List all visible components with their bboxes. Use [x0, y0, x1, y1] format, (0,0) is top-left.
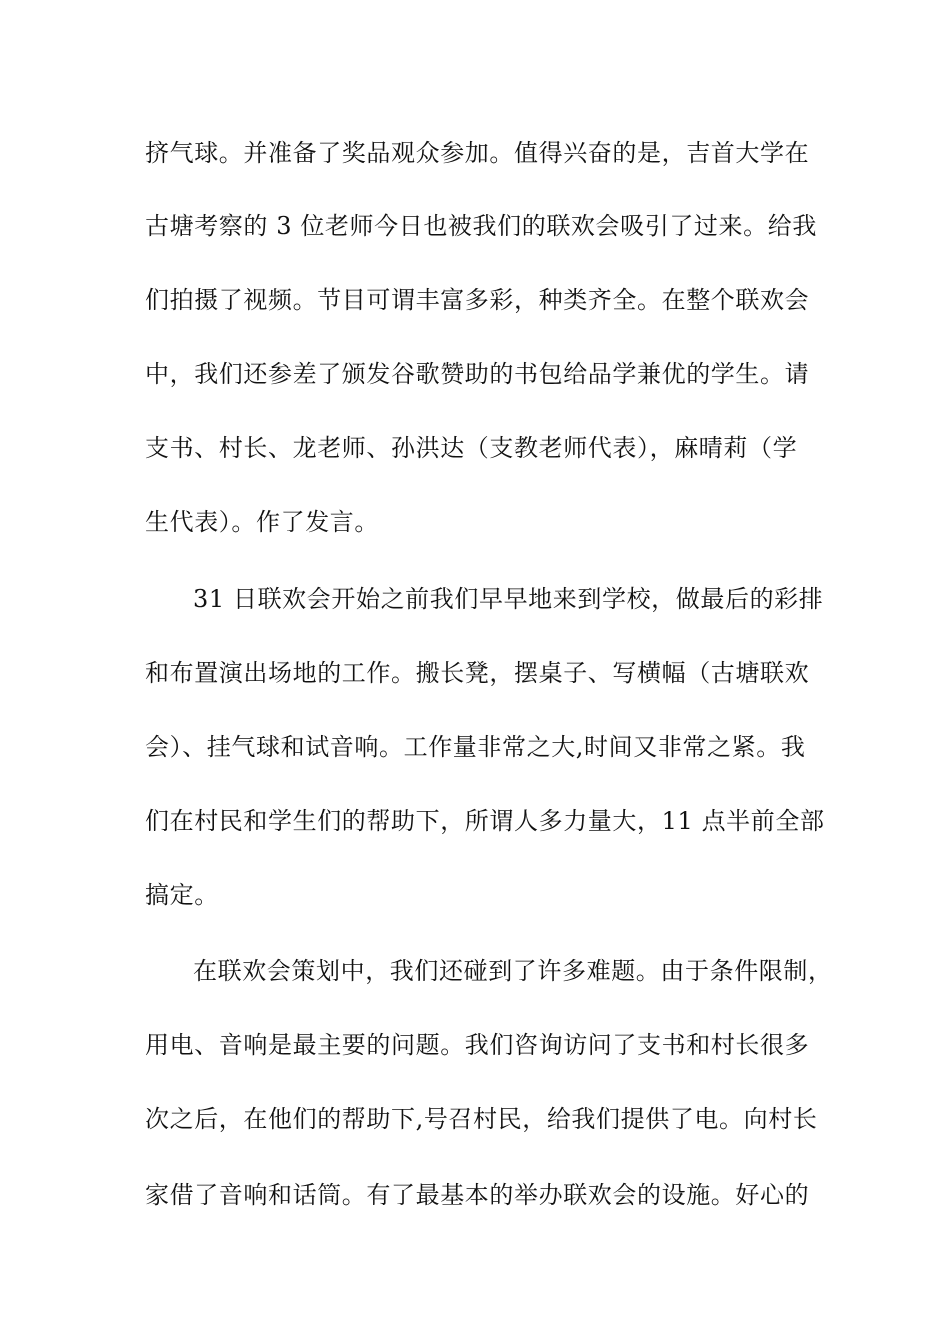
text-line: 次之后，在他们的帮助下,号召村民，给我们提供了电。向村长 — [145, 1105, 818, 1133]
text-line: 生代表）。作了发言。 — [145, 508, 379, 536]
text-line: 中，我们还参差了颁发谷歌赞助的书包给品学兼优的学生。请 — [145, 360, 810, 388]
text-line: 搞定。 — [145, 881, 219, 909]
text-line: 古塘考察的 3 位老师今日也被我们的联欢会吸引了过来。给我 — [145, 212, 817, 240]
paragraph-first-line: 在联欢会策划中，我们还碰到了许多难题。由于条件限制， — [193, 957, 833, 985]
text-line: 用电、音响是最主要的问题。我们咨询访问了支书和村长很多 — [145, 1031, 810, 1059]
paragraph-first-line: 31 日联欢会开始之前我们早早地来到学校，做最后的彩排 — [193, 585, 824, 613]
text-line: 家借了音响和话筒。有了最基本的举办联欢会的设施。好心的 — [145, 1181, 810, 1209]
text-line: 们拍摄了视频。节目可谓丰富多彩，种类齐全。在整个联欢会 — [145, 286, 810, 314]
text-line: 支书、村长、龙老师、孙洪达（支教老师代表），麻晴莉（学 — [145, 434, 798, 462]
text-line: 和布置演出场地的工作。搬长凳，摆桌子、写横幅（古塘联欢 — [145, 659, 810, 687]
text-line: 们在村民和学生们的帮助下，所谓人多力量大，11 点半前全部 — [145, 807, 825, 835]
text-line: 会）、挂气球和试音响。工作量非常之大,时间又非常之紧。我 — [145, 733, 806, 761]
text-line: 挤气球。并准备了奖品观众参加。值得兴奋的是，吉首大学在 — [145, 139, 810, 167]
